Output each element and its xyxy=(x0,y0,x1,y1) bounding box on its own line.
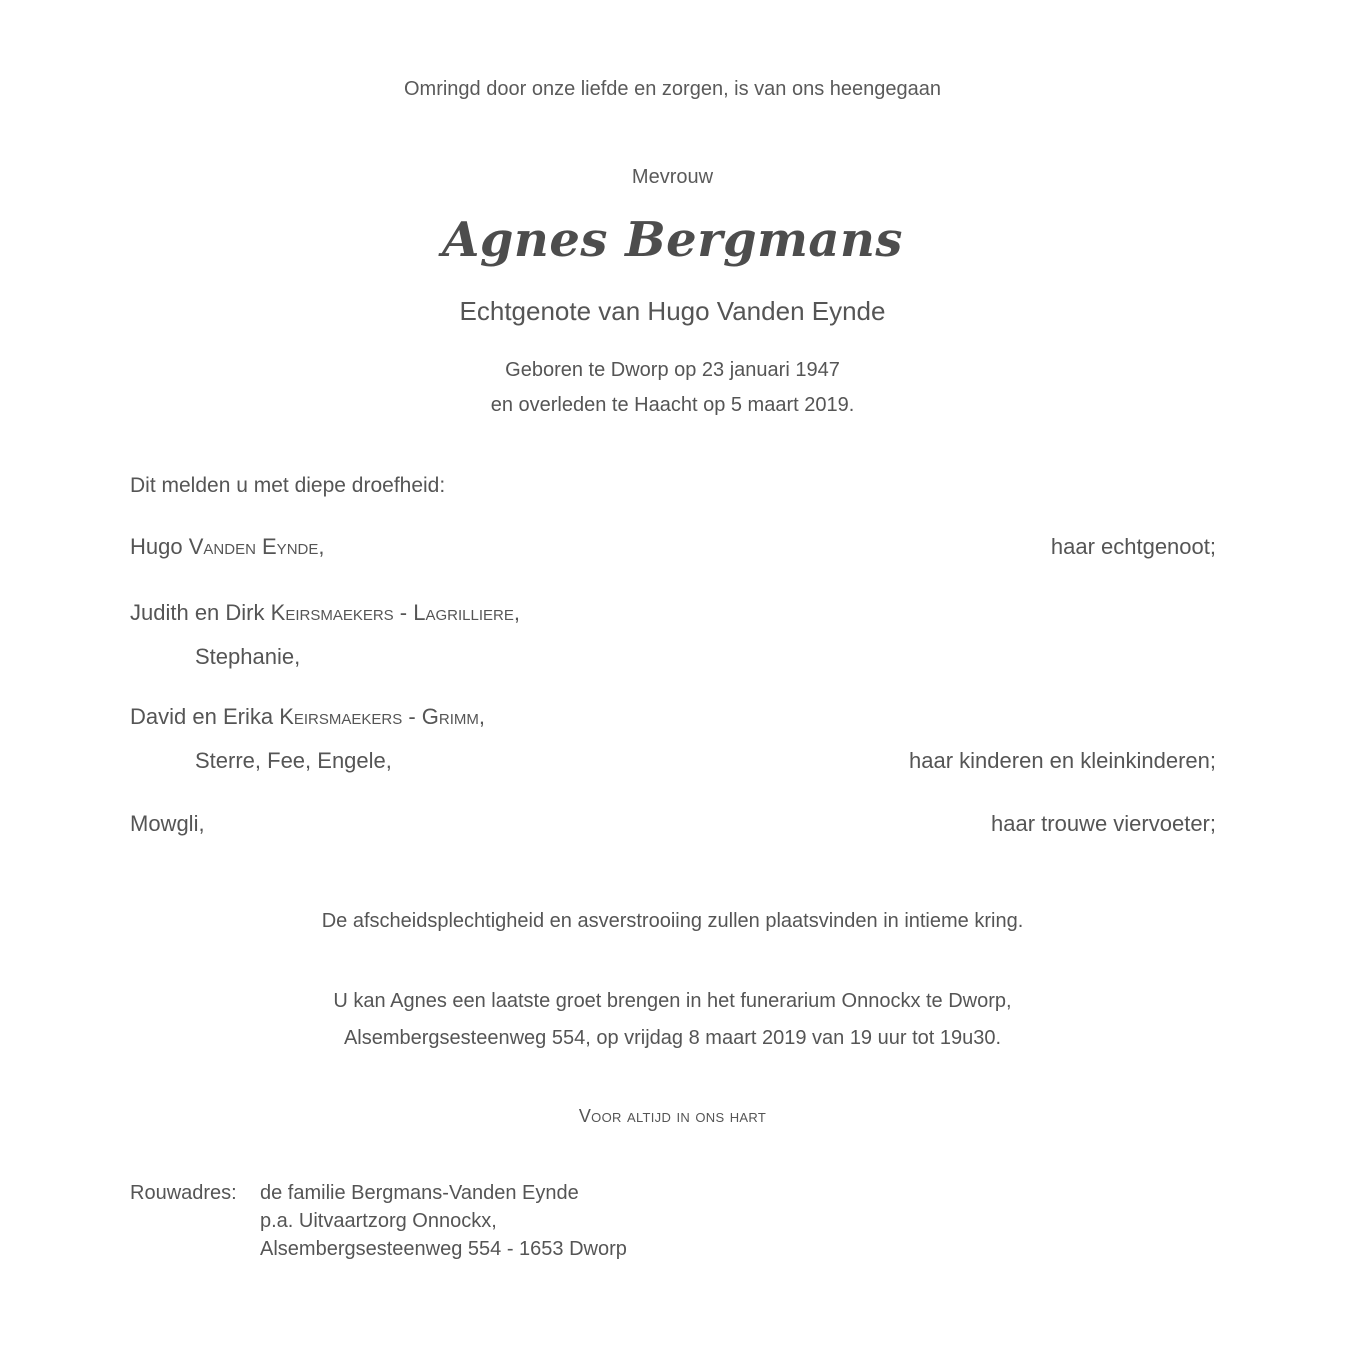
pet-role: haar trouwe viervoeter; xyxy=(991,811,1216,836)
punctuation: , xyxy=(318,534,325,559)
surname: Keirsmaekers - Grimm xyxy=(279,704,479,729)
honorific-label: Mevrouw xyxy=(631,166,714,188)
mourner-spouse-role: haar echtgenoot; xyxy=(1050,534,1216,559)
intro-text: Omringd door onze liefde en zorgen, is van ons heengegaan xyxy=(403,78,942,100)
birth-line: Geboren te Dworp op 23 januari 1947 xyxy=(505,359,840,381)
mourner-child-2-name xyxy=(130,704,485,730)
first-name: Hugo xyxy=(130,534,183,559)
address-line-2: p.a. Uitvaartzorg Onnockx, xyxy=(260,1210,497,1232)
pet-name: Mowgli, xyxy=(130,811,205,836)
punctuation: , xyxy=(478,704,486,729)
spouse-line: Echtgenote van Hugo Vanden Eynde xyxy=(459,296,886,326)
punctuation: , xyxy=(513,600,520,625)
children-role: haar kinderen en kleinkinderen; xyxy=(909,748,1216,773)
motto-text: Voor altijd in ons hart xyxy=(578,1106,767,1126)
mourner-child-1-name xyxy=(130,600,520,626)
surname: Keirsmaekers - Lagrilliere xyxy=(270,600,514,625)
visitation-line-2: Alsembergsesteenweg 554, op vrijdag 8 maart 2019 van 19 uur tot 19u30. xyxy=(343,1027,1002,1049)
address-label: Rouwadres: xyxy=(130,1182,237,1204)
grandchildren-2: Sterre, Fee, Engele, xyxy=(195,748,392,773)
address-line-3: Alsembergsesteenweg 554 - 1653 Dworp xyxy=(260,1238,627,1260)
surname: Vanden Eynde xyxy=(188,534,319,559)
address-line-1: de familie Bergmans-Vanden Eynde xyxy=(260,1182,579,1204)
first-names: Judith en Dirk xyxy=(130,600,265,625)
ceremony-text: De afscheidsplechtigheid en asverstrooiing zullen plaatsvinden in intieme kring. xyxy=(321,910,1024,932)
announcement-lead: Dit melden u met diepe droefheid: xyxy=(130,474,446,497)
visitation-line-1: U kan Agnes een laatste groet brengen in het funerarium Onnockx te Dworp, xyxy=(333,990,1012,1012)
mourner-spouse-name xyxy=(130,534,325,560)
deceased-name: Agnes Bergmans xyxy=(442,212,903,268)
first-names: David en Erika xyxy=(130,704,274,729)
grandchildren-1: Stephanie, xyxy=(195,644,301,669)
death-line: en overleden te Haacht op 5 maart 2019. xyxy=(490,394,855,416)
